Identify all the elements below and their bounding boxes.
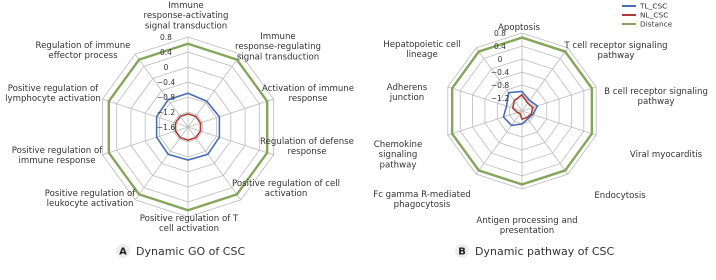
tick-label: 0.8 (494, 29, 506, 38)
axis-label: Fc gamma R-mediated phagocytosis (373, 190, 471, 211)
panel-letter: B (458, 246, 466, 258)
axis-label: Immune response-activating signal transduction (143, 1, 229, 32)
tick-label: 0.4 (494, 42, 506, 51)
axis-label: Antigen processing and presentation (476, 216, 578, 237)
axis-label: Positive regulation of immune response (11, 146, 103, 167)
panel-a-chart (5, 1, 354, 258)
axis-label: B cell receptor signaling pathway (604, 87, 708, 108)
panel-letter: A (119, 246, 127, 258)
axis-label: Positive regulation of cell activation (231, 179, 341, 200)
axis-label: T cell receptor signaling pathway (564, 41, 668, 62)
axis-label: Endocytosis (594, 191, 646, 201)
axis-label: Viral myocarditis (629, 150, 703, 160)
legend-label: NL_CSC (640, 10, 669, 20)
axis-label: Positive regulation of leukocyte activation (44, 189, 136, 210)
axis-label: Chemokine signaling pathway (373, 140, 423, 171)
tick-label: −1.2 (156, 108, 176, 117)
axis-spoke (522, 111, 568, 174)
axis-label: Regulation of immune effector process (35, 41, 131, 62)
legend-label: TL_CSC (640, 1, 668, 11)
tick-label: −0.8 (490, 81, 510, 90)
legend-label: Distance (640, 19, 673, 29)
tick-label: 0 (497, 55, 503, 64)
panel-caption: Dynamic pathway of CSC (475, 245, 615, 258)
axis-label: Hepatopoietic cell lineage (383, 40, 461, 61)
axis-label: Activation of immune response (261, 84, 355, 105)
axis-label: Positive regulation of T cell activation (139, 214, 239, 235)
tick-label: −0.4 (490, 68, 510, 77)
axis-label: Regulation of defense response (260, 137, 354, 158)
axis-label: Positive regulation of lymphocyte activation (5, 84, 101, 105)
tick-label: −0.4 (156, 78, 176, 87)
tick-label: −1.2 (490, 94, 510, 103)
axis-label: Apoptosis (497, 23, 541, 33)
panel-caption: Dynamic GO of CSC (136, 245, 246, 258)
tick-label: −1.6 (156, 123, 176, 132)
tick-label: 0.8 (160, 33, 172, 42)
panel-b-chart (373, 23, 708, 258)
axis-spoke (522, 48, 568, 111)
tick-label: −0.8 (156, 93, 176, 102)
axis-label: Adherens junction (386, 83, 428, 104)
tick-label: 0.4 (160, 48, 172, 57)
legend (622, 2, 673, 29)
axis-spoke (476, 111, 522, 174)
axis-label: Immune response-regulating signal transduction (235, 32, 321, 63)
tick-label: 0 (163, 63, 169, 72)
